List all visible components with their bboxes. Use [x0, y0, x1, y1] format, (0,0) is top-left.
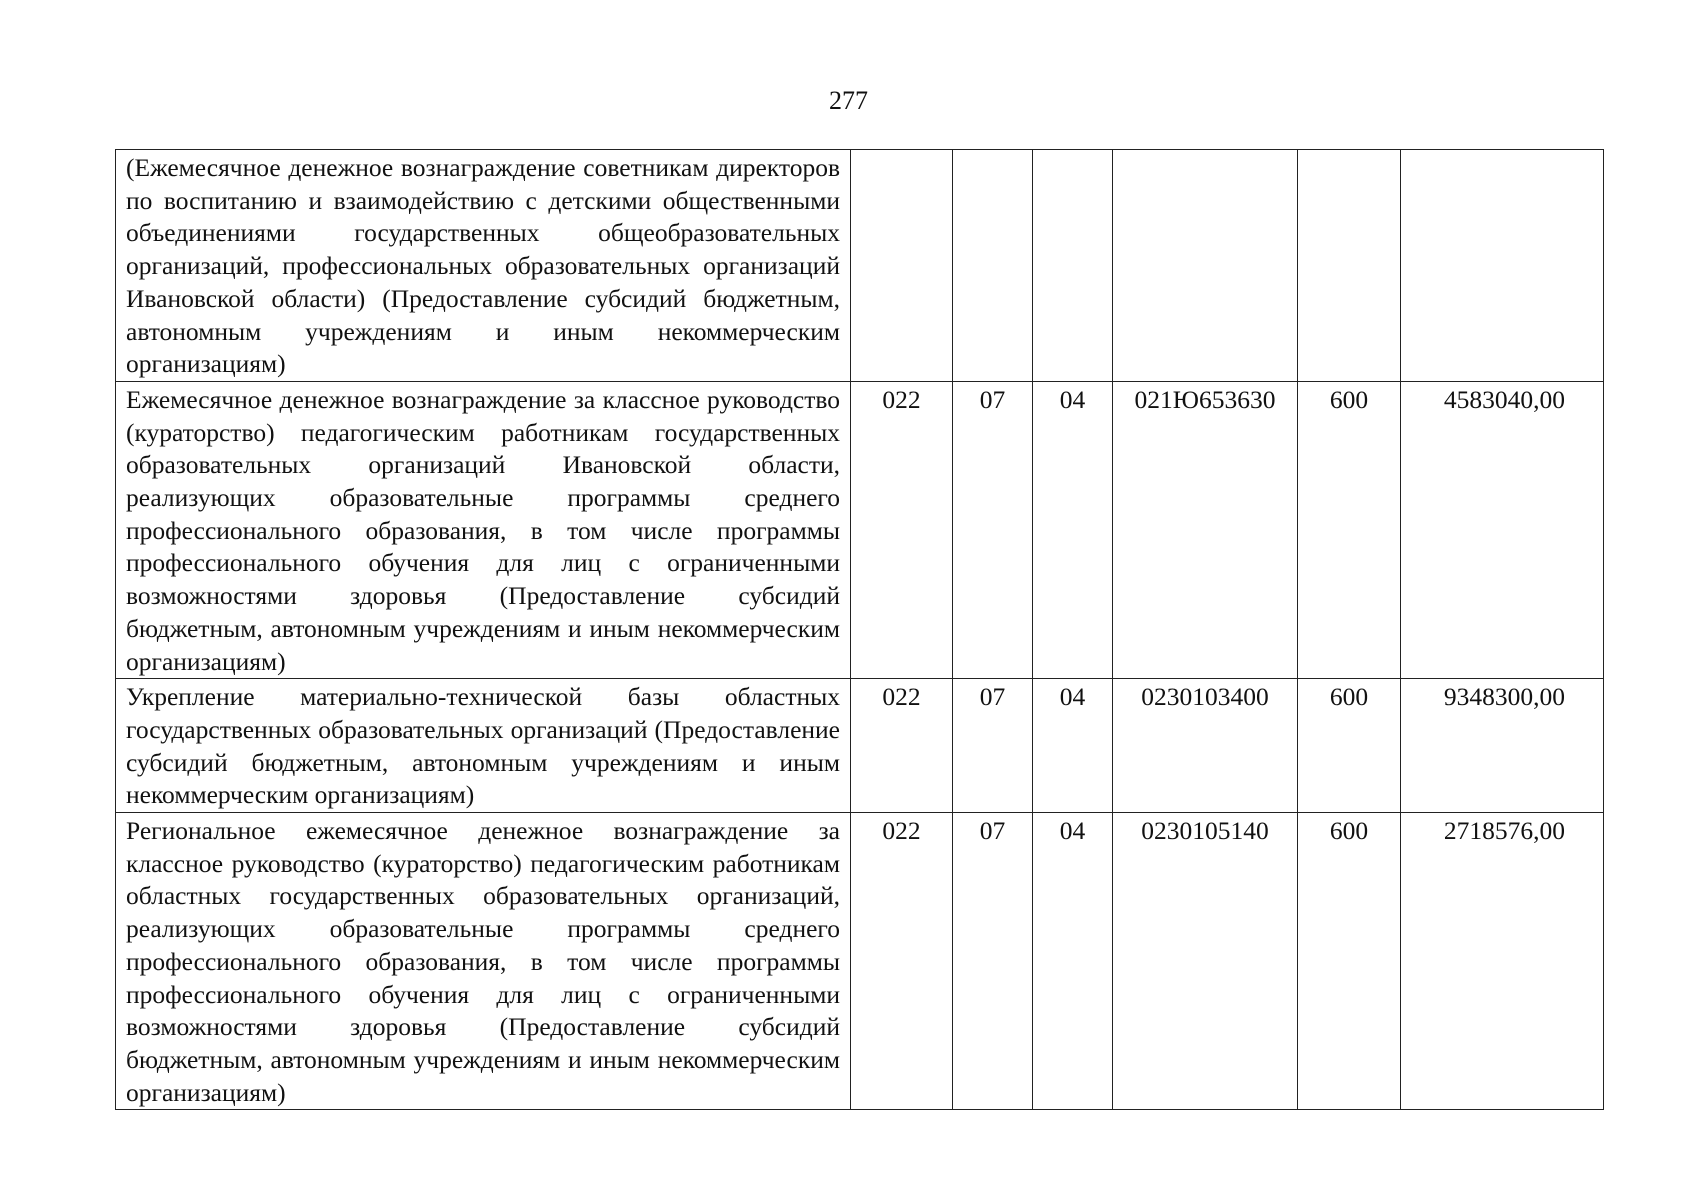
target-article-cell	[1113, 150, 1298, 382]
section-cell: 07	[953, 381, 1033, 678]
row-description: Региональное ежемесячное денежное вознаграждение за классное руководство (кураторство) педагогическим работникам областных государственных образовательных организаций, реализующих образовательные программы среднего профессионального образования, в том числе программы профессионального обучения для лиц с ограниченными возможностями здоровья (Предоставление субсидий бюджетным, автономным учреждениям и иным некоммерческим организациям)	[116, 813, 851, 1110]
amount-cell	[1401, 150, 1604, 382]
gov-code-cell: 022	[851, 679, 953, 813]
section-cell: 07	[953, 679, 1033, 813]
expense-type-cell	[1298, 150, 1401, 382]
gov-code-cell: 022	[851, 381, 953, 678]
row-description: (Ежемесячное денежное вознаграждение советникам директоров по воспитанию и взаимодействию с детскими общественными объединениями государственных общеобразовательных организаций, профессиональных образовательных организаций Ивановской области) (Предоставление субсидий бюджетным, автономным учреждениям и иным некоммерческим организациям)	[116, 150, 851, 382]
amount-cell: 9348300,00	[1401, 679, 1604, 813]
budget-table	[115, 149, 1604, 1110]
subsection-cell: 04	[1033, 813, 1113, 1110]
target-article-cell: 021Ю653630	[1113, 381, 1298, 678]
gov-code-cell: 022	[851, 813, 953, 1110]
section-cell	[953, 150, 1033, 382]
amount-cell: 2718576,00	[1401, 813, 1604, 1110]
row-description: Ежемесячное денежное вознаграждение за классное руководство (кураторство) педагогическим работникам государственных образовательных организаций Ивановской области, реализующих образовательные программы среднего профессионального образования, в том числе программы профессионального обучения для лиц с ограниченными возможностями здоровья (Предоставление субсидий бюджетным, автономным учреждениям и иным некоммерческим организациям)	[116, 381, 851, 678]
table-row	[116, 813, 1604, 1110]
expense-type-cell: 600	[1298, 813, 1401, 1110]
target-article-cell: 0230103400	[1113, 679, 1298, 813]
subsection-cell	[1033, 150, 1113, 382]
page-number: 277	[829, 86, 868, 115]
table-row	[116, 150, 1604, 382]
subsection-cell: 04	[1033, 381, 1113, 678]
section-cell: 07	[953, 813, 1033, 1110]
gov-code-cell	[851, 150, 953, 382]
table-row	[116, 381, 1604, 678]
row-description: Укрепление материально-технической базы областных государственных образовательных организаций (Предоставление субсидий бюджетным, автономным учреждениям и иным некоммерческим организациям)	[116, 679, 851, 813]
subsection-cell: 04	[1033, 679, 1113, 813]
amount-cell: 4583040,00	[1401, 381, 1604, 678]
target-article-cell: 0230105140	[1113, 813, 1298, 1110]
table-row	[116, 679, 1604, 813]
expense-type-cell: 600	[1298, 679, 1401, 813]
expense-type-cell: 600	[1298, 381, 1401, 678]
